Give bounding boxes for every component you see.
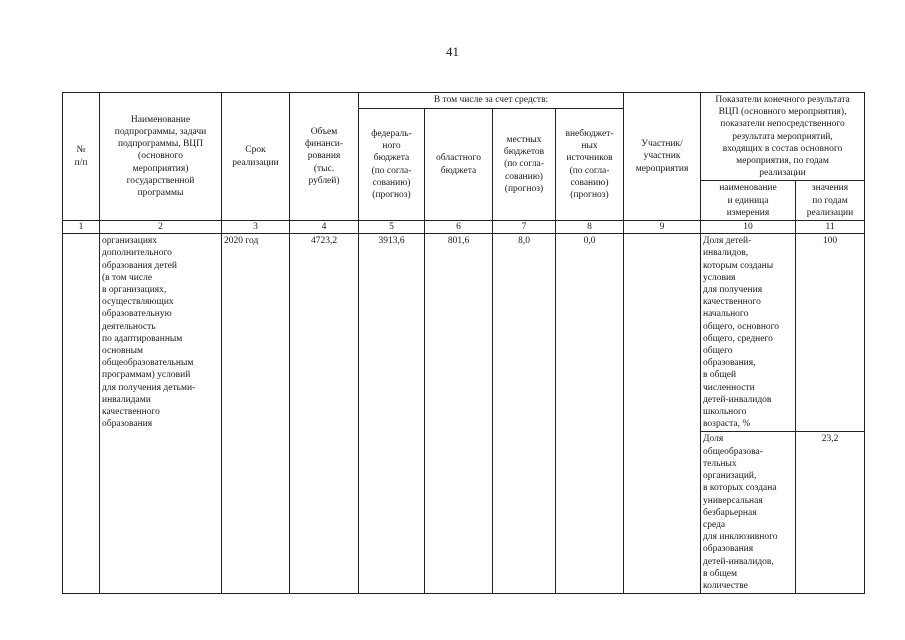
column-number: 10 (701, 221, 796, 234)
column-number: 2 (100, 221, 222, 234)
header-indicators: Показатели конечного результата ВЦП (основного мероприятия), показатели непосредственного результата мероприятий, входящих в состав основного мероприятия, по годам реализации (701, 93, 865, 181)
column-number: 11 (796, 221, 865, 234)
row-local: 8,0 (493, 234, 556, 594)
column-number: 1 (63, 221, 100, 234)
row-total: 4723,2 (290, 234, 359, 594)
header-indicator-name: наименование и единица измерения (701, 181, 796, 221)
row-extra: 0,0 (556, 234, 624, 594)
header-extra: внебюджет- ных источников (по согла- сованию) (прогноз) (556, 109, 624, 221)
column-number: 9 (624, 221, 701, 234)
header-participant: Участник/ участник мероприятия (624, 93, 701, 221)
header-local: местных бюджетов (по согла- сованию) (прогноз) (493, 109, 556, 221)
indicator-value: 23,2 (796, 432, 865, 594)
column-number: 7 (493, 221, 556, 234)
header-term: Срок реализации (222, 93, 290, 221)
column-number: 5 (359, 221, 425, 234)
header-regional: областного бюджета (425, 109, 493, 221)
indicator-value: 100 (796, 234, 865, 432)
column-number: 6 (425, 221, 493, 234)
column-number: 4 (290, 221, 359, 234)
column-number: 3 (222, 221, 290, 234)
indicator-name: Доля общеобразова- тельных организаций, в которых создана универсальная безбарьерная среда для инклюзивного образования детей-инвалидов, в общем количестве (701, 432, 796, 594)
header-funding-group: В том числе за счет средств: (359, 93, 624, 109)
header-name: Наименование подпрограммы, задачи подпрограммы, ВЦП (основного мероприятия) государственной программы (100, 93, 222, 221)
row-regional: 801,6 (425, 234, 493, 594)
row-participant (624, 234, 701, 594)
header-total: Объем финанси- рования (тыс. рублей) (290, 93, 359, 221)
header-indicator-values: значения по годам реализации (796, 181, 865, 221)
header-federal: федераль- ного бюджета (по согла- сованию) (прогноз) (359, 109, 425, 221)
column-number: 8 (556, 221, 624, 234)
row-term: 2020 год (222, 234, 290, 594)
table-row (63, 234, 865, 432)
header-num: № п/п (63, 93, 100, 221)
indicator-name: Доля детей- инвалидов, которым созданы условия для получения качественного начального общего, основного общего, среднего общего образования, в общей численности детей-инвалидов школьного возраста, % (701, 234, 796, 432)
row-num (63, 234, 100, 594)
row-federal: 3913,6 (359, 234, 425, 594)
row-name: организациях дополнительного образования детей (в том числе в организациях, осуществляющих образовательную деятельность по адаптированным основным общеобразовательным программам) условий для получения детьми- инвалидами качественного образования (100, 234, 222, 594)
program-table (62, 92, 865, 594)
page-number: 41 (446, 44, 459, 59)
